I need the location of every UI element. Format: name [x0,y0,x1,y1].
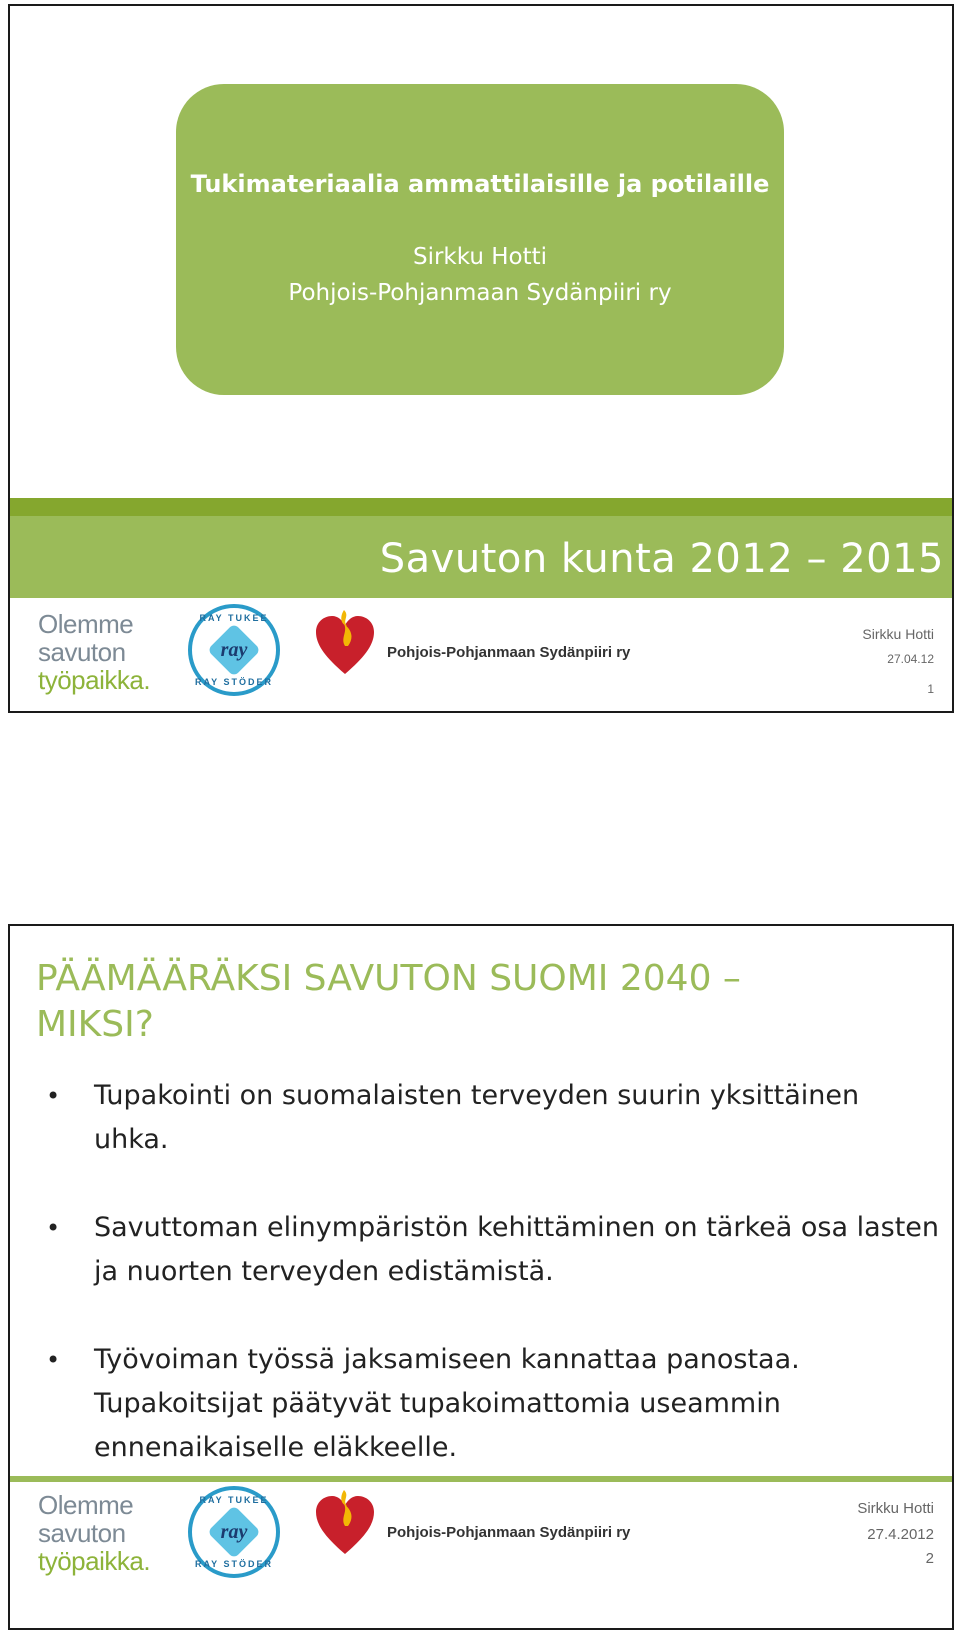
heart-flame-icon [314,606,376,676]
slogan-line: savuton [38,637,126,667]
ray-logo [188,1486,280,1578]
slogan-line: Olemme [38,1490,134,1520]
footer-org-name: Pohjois-Pohjanmaan Sydänpiiri ry [387,644,631,661]
footer-band [10,1476,952,1482]
footer-date: 27.4.2012 [867,1526,934,1543]
slide-title-line: MIKSI? [36,1004,154,1045]
slogan-line: savuton [38,1518,126,1548]
slogan-line: työpaikka. [38,1546,151,1576]
slogan-logo [38,1491,150,1575]
footer-author: Sirkku Hotti [857,1500,934,1517]
organization-name: Pohjois-Pohjanmaan Sydänpiiri ry [288,280,672,306]
slide-subtitle: Tukimateriaalia ammattilaisille ja potilaille [190,170,770,198]
slogan-line: Olemme [38,609,134,639]
title-box [176,84,784,395]
footer-date: 27.04.12 [887,652,934,666]
page-number: 1 [927,682,934,696]
slogan-line: työpaikka. [38,665,151,695]
ray-ring-bottom: RAY STÖDER [194,677,274,687]
bullet-item: • Tupakointi on suomalaisten terveyden suurin yksittäinen uhka. [42,1074,942,1162]
slide-title [36,956,741,1048]
slogan-logo [38,610,150,694]
ray-logo [188,604,280,696]
slide-2 [8,924,954,1630]
ray-ring-top: RAY TUKEE [199,1495,269,1505]
slide-title: Savuton kunta 2012 – 2015 [379,536,944,582]
ray-ring-top: RAY TUKEE [199,613,269,623]
bullet-item: • Savuttoman elinympäristön kehittäminen on tärkeä osa lasten ja nuorten terveyden edistämistä. [42,1206,942,1294]
footer-author: Sirkku Hotti [862,626,934,642]
ray-word: ray [220,639,248,661]
heart-flame-icon [314,1486,376,1556]
slide-1 [8,4,954,713]
ray-ring-bottom: RAY STÖDER [194,1559,274,1569]
bullet-list [42,1074,942,1514]
footer-org-name: Pohjois-Pohjanmaan Sydänpiiri ry [387,1524,631,1541]
ray-word: ray [220,1521,248,1543]
page-number: 2 [925,1550,934,1567]
bullet-item: • Työvoiman työssä jaksamiseen kannattaa panostaa. Tupakoitsijat päätyvät tupakoimattomia useammin ennenaikaiselle eläkkeelle. [42,1338,942,1470]
slide-title-line: PÄÄMÄÄRÄKSI SAVUTON SUOMI 2040 – [36,958,741,999]
author-name: Sirkku Hotti [412,244,548,270]
